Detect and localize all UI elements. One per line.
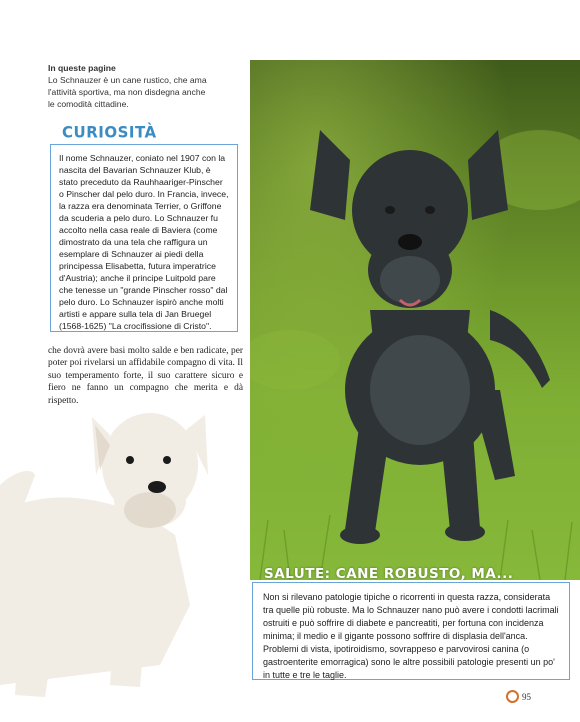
curiosita-text: Il nome Schnauzer, coniato nel 1907 con la nascita del Bavarian Schnauzer Klub, è stato preceduto da Rauhhaariger-Pinscher o Pinscher dal pelo duro. In Francia, invece, la razza era denominata Terrier, o Griffone da scuderia a pelo duro. Lo Schnauzer fu accolto nella casa reale di Baviera (come dimostrato da una tela che raffigura un esemplare di Schnauzer ai piedi della principessa Elisabetta, futura imperatrice d'Austria); anche il principe Luitpold pare che tenesse un "grande Pinscher rosso" dal pelo duro. Lo Schnauzer ispirò anche molti artisti e appare sulla tela di Jan Bruegel (1568-1625) "La crocifissione di Cristo". xyxy=(59,153,229,331)
magazine-logo-icon xyxy=(506,690,519,703)
caption-title: In queste pagine xyxy=(48,63,116,73)
salute-box xyxy=(252,582,570,680)
body-paragraph: che dovrà avere basi molto salde e ben radicate, per poter poi rivelarsi un affidabile compagno di vita. Il suo temperamento forte, il suo carattere sicuro e fiero ne fanno un compagno che merita e dà rispetto. xyxy=(48,346,243,406)
photo-caption xyxy=(48,62,208,110)
page-number: 95 xyxy=(522,692,531,702)
black-schnauzer-illustration xyxy=(250,60,580,580)
caption-text: Lo Schnauzer è un cane rustico, che ama l'attività sportiva, ma non disdegna anche le comodità cittadine. xyxy=(48,75,207,109)
salute-text: Non si rilevano patologie tipiche o ricorrenti in questa razza, considerata tra quelle più robuste. Ma lo Schnauzer nano può avere i condotti lacrimali ostruiti e può soffrire di diabete e pancreatiti, per fortuna con incidenza minima; il medio e il gigante possono soffrire di displasia dell'anca. Problemi di vista, ipotiroidismo, sovrappeso e parvovirosi canina (o gastroenterite emorragica) sono le altre possibili patologie presenti un po' in tutte e tre le taglie. xyxy=(263,592,559,680)
salute-heading: SALUTE: CANE ROBUSTO, MA... xyxy=(264,566,514,582)
curiosita-box xyxy=(50,144,238,332)
white-schnauzer-photo xyxy=(0,405,250,705)
curiosita-heading: CURIOSITÀ xyxy=(62,122,157,142)
black-schnauzer-photo xyxy=(250,60,580,580)
